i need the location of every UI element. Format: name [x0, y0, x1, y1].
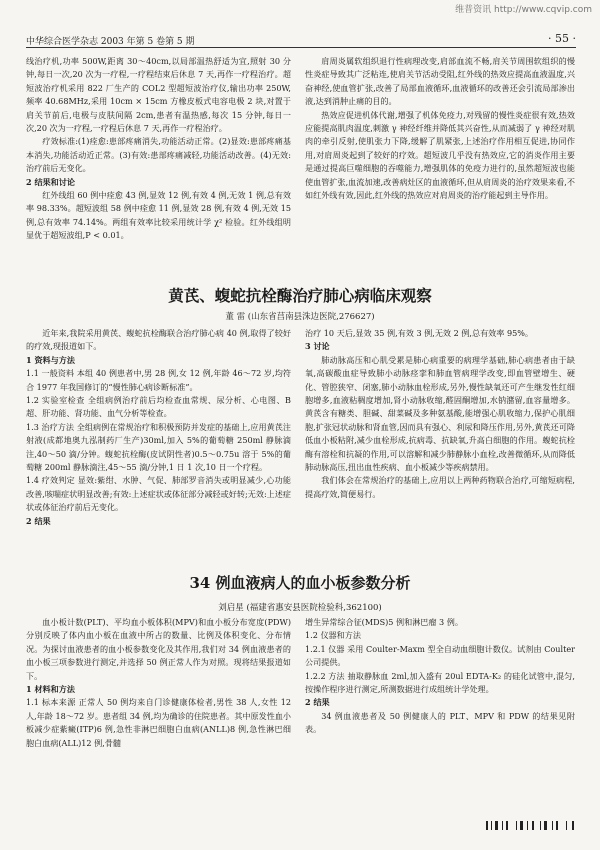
article-title: 34 例血液病人的血小板参数分析 — [189, 574, 411, 592]
section-heading: 2 结果 — [26, 515, 51, 526]
section-heading: 1 材料和方法 — [26, 684, 75, 695]
subsection: 1.1 标本来源 正常人 50 例均来自门诊健康体检者,男性 38 人,女性 12 人,年龄 18～72 岁。患者组 34 例,均为确诊的住院患者。其中原发性血小板减少症紫癜(ITP)6 例,急性非淋巴细胞白血病(ANLL)8 例,急性淋巴细胞白血病(ALL)12 例,骨髓 — [26, 697, 291, 748]
subsection: 1.2.1 仪器 采用 Coulter-Maxm 型全自动血细胞计数仪。试剂由 Coulter 公司提供。 — [305, 643, 575, 668]
article2-left-column — [26, 616, 291, 842]
article1-right-column — [305, 327, 575, 545]
section-heading: 1 资料与方法 — [26, 354, 75, 365]
subsection: 1.2 实验室检查 全组病例治疗前后均检查血常规、尿分析、心电图、B 超、肝功能、肾功能、血气分析等检查。 — [26, 395, 291, 419]
prev-article-right-column — [305, 55, 575, 277]
paragraph: 疗效标准:(1)痊愈:患部疼痛消失,功能活动正常。(2)显效:患部疼痛基本消失,功能活动近正常。(3)有效:患部疼痛减轻,功能活动改善。(4)无效:治疗前后无变化。 — [26, 136, 291, 174]
subsection: 1.2.2 方法 抽取静脉血 2ml,加入盛有 20ul EDTA-K₂ 的硅化试管中,混匀,按操作程序进行测定,所测数据进行成组统计学处理。 — [305, 670, 575, 695]
watermark: 维普资讯 http://www.cqvip.com — [455, 5, 592, 15]
paragraph: 线治疗机,功率 500W,距离 30～40cm,以局部温热舒适为宜,照射 30 分钟,每日一次,20 次为一疗程,一疗程结束后休息 7 天,再作一疗程治疗。超短波治疗机采用 822 厂生产的 COL2 型超短波治疗仪,输出功率 250W,频率 40.68MHz,采用 10cm × 15cm 方橡皮板式电容电极 2 块,对置于肩关节前后,电极与皮肤间隔 2cm,患者有温热感,每次 15 分钟,每日一次,20 次为一疗程,一疗程后休息 7 天,再作一疗程治疗。 — [26, 56, 291, 134]
paragraph: 热效应促进机体代谢,增强了机体免疫力,对残留的慢性炎症很有效,热效应能提高肌肉温度,刺激 γ 神经纤维并降低其兴奋性,从而减弱了 γ 神经对肌肉的牵引反射,使肌张力下降,缓解了肌紧张,上述治疗作用相互促进,协同作用,对肩周炎起到了较好的疗效。超短波几乎没有热效应,它的消炎作用主要是通过提高巨噬细胞的吞噬能力,增强肌体的免疫力进行的,虽然超短波也能使血管扩张,血流加速,改善病灶区的血液循环,但从肩周炎的治疗效果来看,不如红外线有效,因此,红外线的热效应对肩周炎的治疗能起到主导作用。 — [305, 109, 575, 201]
paragraph: 肩周炎属软组织退行性病理改变,肩部血流不畅,肩关节周围软组织的慢性炎症导致其广泛粘连,使肩关节活动受阻,红外线的热效应提高血液温度,兴奋神经,使血管扩张,改善了局部血液循环,血液循环的改善还会引流局部渗出液,达到消肿止痛的目的。 — [305, 56, 575, 107]
paragraph: 34 例血液患者及 50 例健康人的 PLT、MPV 和 PDW 的结果见附表。 — [305, 710, 575, 735]
running-header — [26, 30, 576, 48]
paragraph: 肺动脉高压和心肌受累是肺心病重要的病理学基础,肺心病患者由于缺氧,高碳酸血症导致肺小动脉痉挛和肺血管病理学改变,即血管壁增生、硬化、管腔狭窄、闭塞,肺小动脉血栓形成,另外,慢性缺氧还可产生继发性红细胞增多,血液粘稠度增加,肾小动脉收缩,醛固酮增加,水钠潴留,血容量增多。黄芪含有糖类、胆碱、甜菜碱及多种氨基酸,能增强心肌收缩力,保护心肌细胞,扩张冠状动脉和肾血管,因而具有强心、利尿和降压作用,另外,黄芪还可降低血小板粘附,减少血栓形成,抗病毒、抗缺氧,升高白细胞的作用。蝮蛇抗栓酶有溶栓和抗凝的作用,可以溶解和减少肺静脉小血栓,改善微循环,从而降低肺动脉高压,扭出血性疾病、血小板减少等疾病禁用。 — [305, 354, 575, 473]
subsection: 1.2 仪器和方法 — [305, 630, 361, 641]
article-author: 刘启星 (福建省惠安县医院检验科,362100) — [218, 603, 382, 613]
article1-left-column — [26, 327, 291, 545]
page-number: · 55 · — [548, 32, 576, 45]
subsection: 1.3 治疗方法 全组病例在常规治疗和积极预防并发症的基础上,应用黄芪注射液(成都地奥九泓制药厂生产)30ml,加入 5%的葡萄糖 250ml 静脉滴注,40～50 滴/分钟。蝮蛇抗栓酶(皮试阴性者)0.5～0.75u 溶于 5%的葡萄糖 200ml 静脉滴注,45～55 滴/分钟,1 日 1 次,10 日一个疗程。 — [26, 421, 291, 473]
subsection: 1.4 疗效判定 显效:紫绀、水肿、气促、肺部罗音消失或明显减少,心功能改善,咳喘症状明显改善;有效:上述症状或体征部分减轻或好转;无效:上述症状或体征治疗前后无变化。 — [26, 475, 291, 513]
paragraph: 我们体会在常规治疗的基础上,应用以上两种药物联合治疗,可缩短病程,提高疗效,简便易行。 — [305, 475, 575, 499]
journal-name: 中华综合医学杂志 2003 年第 5 卷第 5 期 — [26, 37, 195, 47]
article-author: 董 雷 (山东省莒南县洙边医院,276627) — [225, 312, 375, 322]
paragraph: 增生异常综合征(MDS)5 例和淋巴瘤 3 例。 — [305, 617, 463, 627]
paragraph: 红外线组 60 例中痊愈 43 例,显效 12 例,有效 4 例,无效 1 例,总有效率 98.33%。超短波组 58 例中痊愈 11 例,显效 28 例,有效 4 例,无效 15 例,总有效率 74.14%。两组有效率比较采用统计学 χ² 检验。红外线组明显优于超短波组,P < 0.01。 — [26, 190, 291, 241]
section-heading: 2 结果 — [305, 697, 330, 708]
subsection: 1.1 一般资料 本组 40 例患者中,男 28 例,女 12 例,年龄 46～72 岁,均符合 1977 年我国修订的“慢性肺心病诊断标准”。 — [26, 368, 291, 392]
section-heading: 2 结果和讨论 — [26, 176, 75, 187]
article-title: 黄芪、蝮蛇抗栓酶治疗肺心病临床观察 — [168, 286, 432, 305]
paragraph: 治疗 10 天后,显效 35 例,有效 3 例,无效 2 例,总有效率 95%。 — [305, 328, 534, 338]
paragraph: 血小板计数(PLT)、平均血小板体积(MPV)和血小板分布宽度(PDW)分别反映了体内血小板在血液中所占的数量、比例及体积变化、分布情况。为探讨血液患者的血小板参数变化及其作用,我们对 34 例血液患者的血小板三项参数进行测定,并选择 50 例正常人作为对照。现将结果报道如下。 — [26, 617, 291, 681]
paragraph: 近年来,我院采用黄芪、蝮蛇抗栓酶联合治疗肺心病 40 例,取得了较好的疗效,现报道如下。 — [26, 328, 291, 352]
section-heading: 3 讨论 — [305, 341, 330, 352]
prev-article-left-column — [26, 55, 291, 277]
article2-right-column — [305, 616, 575, 816]
